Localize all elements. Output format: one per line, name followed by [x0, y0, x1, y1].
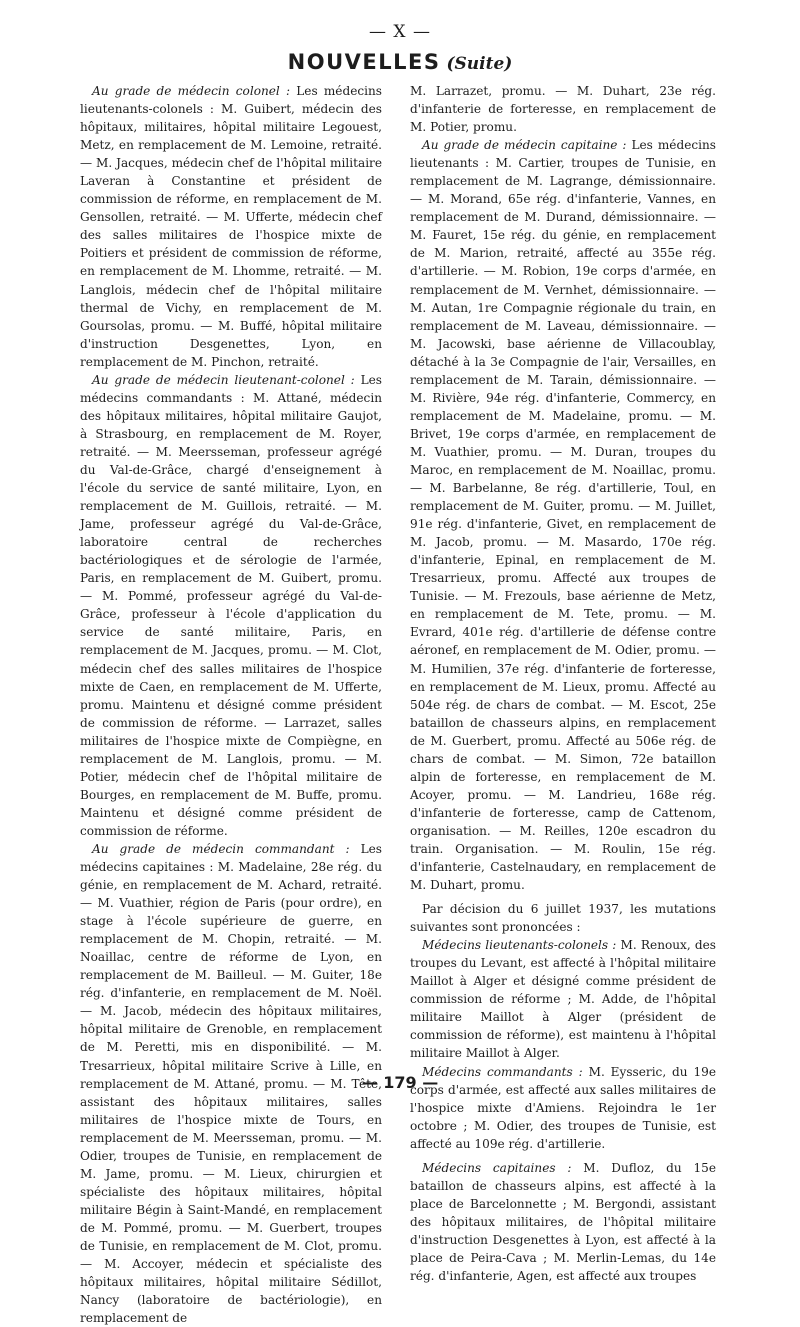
paragraph-text: Les médecins capitaines : M. Madelaine, 28e rég. du génie, en remplacement de M. Achard, retraité. — M. Vuathier, région de Paris (pour ordre), en stage à l'école supérieure de guerre, en remplacement de M. Chopin, retraité. — M. Noaillac, centre de réforme de Lyon, en remplacement de M. Bailleul. — M. Guiter, 18e rég. d'infanterie, en remplacement de M. Noël. — M. Jacob, médecin des hôpitaux militaires, hôpital militaire de Grenoble, en remplacement de M. Peretti, mis en disponibilité. — M. Tresarrieux, hôpital militaire Scrive à Lille, en remplacement de M. Attané, promu. — M. Tête, assistant des hôpitaux militaires, salles militaires de l'hospice mixte de Tours, en remplacement de M. Meersseman, promu. — M. Odier, troupes de Tunisie, en remplacement de M. Jame, promu. — M. Lieux, chirurgien et spécialiste des hôpitaux militaires, hôpital militaire Bégin à Saint-Mandé, en remplacement de M. Pommé, promu. — M. Guerbert, troupes de Tunisie, en remplacement de M. Clot, promu. — M. Accoyer, médecin et spécialiste des hôpitaux militaires, hôpital militaire Sédillot, Nancy (laboratoire de bactériologie), en remplacement de — [80, 841, 382, 1326]
page-number: — 179 — — [361, 1073, 439, 1092]
title-subtitle: (Suite) — [446, 54, 513, 74]
right-column — [410, 82, 716, 1285]
paragraph — [410, 900, 716, 936]
paragraph-lead: Au grade de médecin commandant : — [92, 841, 350, 856]
paragraph-text: Les médecins lieutenants-colonels : M. Guibert, médecin des hôpitaux, militaires, hôpital militaire Legouest, Metz, en remplacement de M. Lemoine, retraité. — M. Jacques, médecin chef de l'hôpital militaire Laveran à Constantine et président de commission de réforme, en remplacement de M. Gensollen, retraité. — M. Ufferte, médecin chef des salles militaires de l'hospice mixte de Poitiers et président de commission de réforme, en remplacement de M. Lhomme, retraité. — M. Langlois, médecin chef de l'hôpital militaire thermal de Vichy, en remplacement de M. Goursolas, promu. — M. Buffé, hôpital militaire d'instruction Desgenettes, Lyon, en remplacement de M. Pinchon, retraité. — [80, 84, 382, 369]
paragraph-lead: Médecins lieutenants-colonels : — [422, 938, 617, 953]
section-title — [0, 50, 800, 74]
paragraph-text: Les médecins commandants : M. Attané, médecin des hôpitaux militaires, hôpital militaire Gaujot, à Strasbourg, en remplacement de M. Royer, retraité. — M. Meersseman, professeur agrégé du Val-de-Grâce, chargé d'enseignement à l'école du service de santé militaire, Lyon, en remplacement de M. Guillois, retraité. — M. Jame, professeur agrégé du Val-de-Grâce, laboratoire central de recherches bactériologiques et de sérologie de l'armée, Paris, en remplacement de M. Guibert, promu. — M. Pommé, professeur agrégé du Val-de-Grâce, professeur à l'école d'application du service de santé militaire, Paris, en remplacement de M. Jacques, promu. — M. Clot, médecin chef des salles militaires de l'hospice mixte de Caen, en remplacement de M. Ufferte, promu. Maintenu et désigné comme président de commission de réforme. — Larrazet, salles militaires de l'hospice mixte de Compiègne, en remplacement de M. Langlois, promu. — M. Potier, médecin chef de l'hôpital militaire de Bourges, en remplacement de M. Buffe, promu. Maintenu et désigné comme président de commission de réforme. — [80, 372, 382, 838]
paragraph — [410, 936, 716, 1062]
paragraph — [410, 1159, 716, 1285]
paragraph-text: M. Larrazet, promu. — M. Duhart, 23e rég. d'infanterie de forteresse, en remplacement de M. Potier, promu. — [410, 84, 716, 135]
paragraph-lead: Au grade de médecin lieutenant-colonel : — [92, 372, 355, 387]
paragraph-lead: Au grade de médecin capitaine : — [422, 138, 627, 153]
paragraph-text: Les médecins lieutenants : M. Cartier, troupes de Tunisie, en remplacement de M. Lagrange, démissionnaire. — M. Morand, 65e rég. d'infanterie, Vannes, en remplacement de M. Durand, démissionnaire. — M. Fauret, 15e rég. du génie, en remplacement de M. Marion, retraité, affecté au 355e rég. d'artillerie. — M. Robion, 19e corps d'armée, en remplacement de M. Vernhet, démissionnaire. — M. Autan, 1re Compagnie régionale du train, en remplacement de M. Laveau, démissionnaire. — M. Jacowski, base aérienne de Villacoublay, détaché à la 3e Compagnie de l'air, Versailles, en remplacement de M. Tarain, démissionnaire. — M. Rivière, 94e rég. d'infanterie, Commercy, en remplacement de M. Madelaine, promu. — M. Brivet, 19e corps d'armée, en remplacement de M. Vuathier, promu. — M. Duran, troupes du Maroc, en remplacement de M. Noaillac, promu. — M. Barbelanne, 8e rég. d'artillerie, Toul, en remplacement de M. Guiter, promu. — M. Juillet, 91e rég. d'infanterie, Givet, en remplacement de M. Jacob, promu. — M. Masardo, 170e rég. d'infanterie, Epinal, en remplacement de M. Tresarrieux, promu. Affecté aux troupes de Tunisie. — M. Frezouls, base aérienne de Metz, en remplacement de M. Tete, promu. — M. Evrard, 401e rég. d'artillerie de défense contre aéronef, en remplacement de M. Odier, promu. — M. Humilien, 37e rég. d'infanterie de forteresse, en remplacement de M. Lieux, promu. Affecté au 504e rég. de chars de combat. — M. Escot, 25e bataillon de chasseurs alpins, en remplacement de M. Guerbert, promu. Affecté au 506e rég. de chars de combat. — M. Simon, 72e bataillon alpin de forteresse, en remplacement de M. Acoyer, promu. — M. Landrieu, 168e rég. d'infanterie de forteresse, camp de Cattenom, organisation. — M. Reilles, 120e escadron du train. Organisation. — M. Roulin, 15e rég. d'infanterie, Castelnaudary, en remplacement de M. Duhart, promu. — [410, 138, 717, 893]
paragraph-text: Par décision du 6 juillet 1937, les mutations suivantes sont prononcées : — [410, 902, 716, 935]
paragraph — [410, 82, 716, 136]
paragraph — [80, 371, 382, 840]
paragraph-text: M. Dufloz, du 15e bataillon de chasseurs alpins, est affecté à la place de Barcelonnette ; M. Bergondi, assistant des hôpitaux militaires, de l'hôpital militaire d'instruction Desgenettes à Lyon, est affecté à la place de Peira-Cava ; M. Merlin-Lemas, du 14e rég. d'infanterie, Agen, est affecté aux troupes — [410, 1160, 716, 1284]
paragraph-lead: Médecins commandants : — [422, 1064, 583, 1079]
paragraph-text: M. Renoux, des troupes du Levant, est affecté à l'hôpital militaire Maillot à Alger et désigné comme président de commission de réforme ; M. Adde, de l'hôpital militaire Maillot à Alger (président de commission de réforme), est maintenu à l'hôpital militaire Maillot à Alger. — [410, 938, 716, 1061]
paragraph-lead: Au grade de médecin colonel : — [92, 84, 291, 98]
left-column — [80, 82, 382, 1327]
roman-page-number: — X — — [369, 22, 431, 42]
title-main: NOUVELLES — [287, 50, 441, 74]
paragraph — [80, 82, 382, 371]
paragraph-text: M. Eysseric, du 19e corps d'armée, est affecté aux salles militaires de l'hospice mixte d'Amiens. Rejoindra le 1er octobre ; M. Odier, des troupes de Tunisie, est affecté au 109e rég. d'artillerie. — [410, 1064, 716, 1151]
paragraph — [410, 136, 716, 894]
paragraph-lead: Médecins capitaines : — [422, 1160, 572, 1175]
